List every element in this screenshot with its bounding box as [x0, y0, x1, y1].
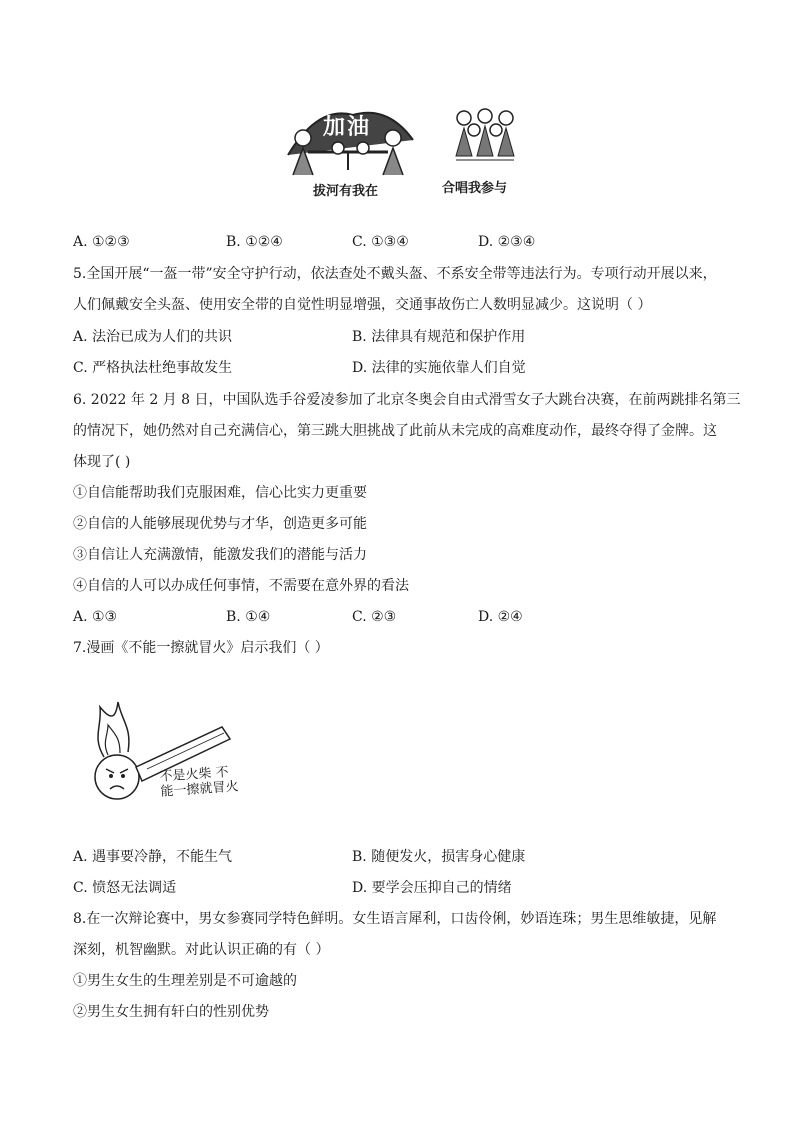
chorus-drawing [450, 106, 520, 162]
q7-option-c: C. 愤怒无法调适 [73, 880, 177, 896]
q5-stem-line2: 人们佩戴安全头盔、使用安全带的自觉性明显增强，交通事故伤亡人数明显减少。这说明（ ） [73, 297, 652, 313]
q8-stem-line1: 8.在一次辩论赛中，男女参赛同学特色鲜明。女生语言犀利，口齿伶俐，妙语连珠；男生思维敏捷，见解 [73, 911, 717, 927]
banner-text: 加油 [323, 115, 372, 140]
q5-option-b: B. 法律具有规范和保护作用 [352, 329, 526, 345]
q6-stem-line3: 体现了( ) [73, 454, 131, 470]
q4-option-b: B. ①②④ [226, 234, 283, 250]
q7-option-d: D. 要学会压抑自己的情绪 [352, 880, 512, 896]
q6-statement-3: ③自信让人充满激情，能激发我们的潜能与活力 [73, 547, 367, 563]
q4-option-c: C. ①③④ [352, 234, 409, 250]
q6-option-c: C. ②③ [352, 609, 397, 625]
q6-statement-2: ②自信的人能够展现优势与才华，创造更多可能 [73, 516, 367, 532]
cartoon-caption: 不是火柴 不能一擦就冒火 [159, 765, 239, 800]
q6-option-b: B. ①④ [226, 609, 271, 625]
caption-chorus: 合唱我参与 [442, 181, 508, 196]
q6-option-d: D. ②④ [478, 609, 523, 625]
q6-statement-4: ④自信的人可以办成任何事情，不需要在意外界的看法 [73, 578, 409, 594]
q4-option-a: A. ①②③ [73, 234, 130, 250]
q7-option-a: A. 遇事要冷静，不能生气 [73, 849, 233, 865]
q6-option-a: A. ①③ [73, 609, 118, 625]
q8-stem-line2: 深刻，机智幽默。对此认识正确的有（ ） [73, 942, 330, 958]
q7-stem: 7.漫画《不能一擦就冒火》启示我们（ ） [73, 640, 329, 656]
q6-statement-1: ①自信能帮助我们克服困难，信心比实力更重要 [73, 485, 367, 501]
q4-option-d: D. ②③④ [478, 234, 536, 250]
q5-option-d: D. 法律的实施依靠人们自觉 [352, 360, 526, 376]
chorus-illustration [450, 106, 520, 162]
q7-option-b: B. 随便发火，损害身心健康 [352, 849, 526, 865]
q5-option-a: A. 法治已成为人们的共识 [73, 329, 233, 345]
q5-stem-line1: 5.全国开展“一盔一带”安全守护行动，依法查处不戴头盔、不系安全带等违法行为。专项行动开展以来， [73, 266, 717, 282]
tug-of-war-illustration [278, 100, 418, 180]
q8-statement-2: ②男生女生拥有轩白的性别优势 [73, 1004, 269, 1020]
q6-stem-line2: 的情况下，她仍然对自己充满信心，第三跳大胆挑战了此前从未完成的高难度动作，最终夺得了金牌。这 [73, 423, 717, 439]
q6-stem-line1: 6. 2022 年 2 月 8 日，中国队选手谷爱凌参加了北京冬奥会自由式滑雪女子大跳台决赛，在前两跳排名第三 [73, 392, 741, 408]
q5-option-c: C. 严格执法杜绝事故发生 [73, 360, 233, 376]
q8-statement-1: ①男生女生的生理差别是不可逾越的 [73, 973, 297, 989]
match-cartoon [72, 697, 252, 837]
caption-tug-of-war: 拔河有我在 [313, 184, 379, 199]
